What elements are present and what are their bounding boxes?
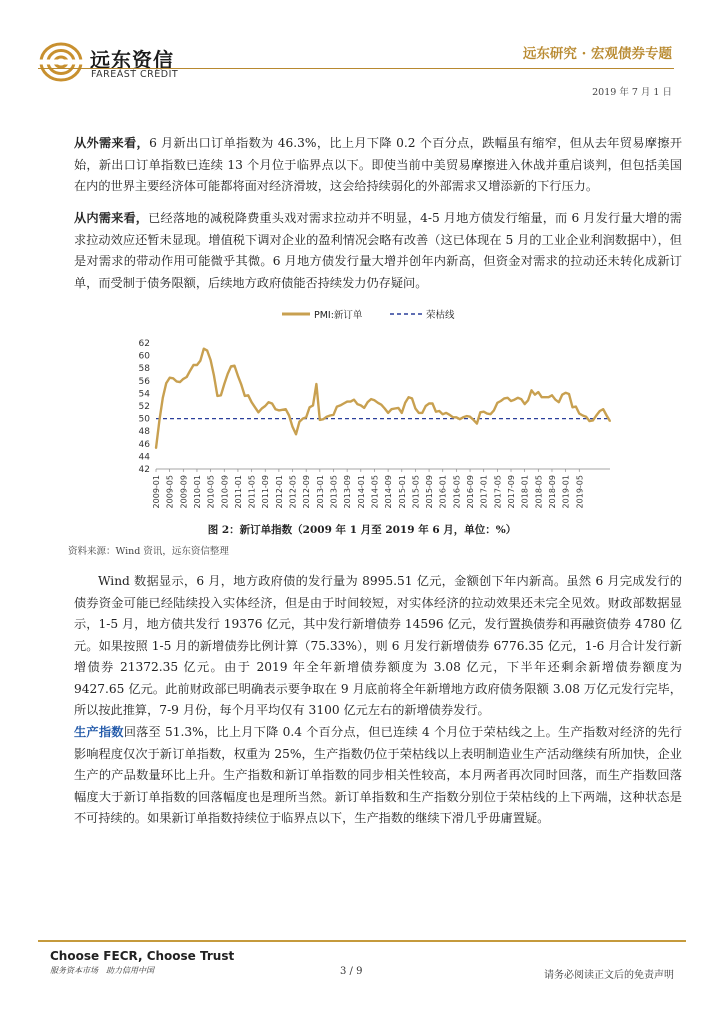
data-point	[462, 416, 464, 418]
data-point	[401, 412, 403, 414]
report-series-title: 远东研究 · 宏观债券专题	[522, 46, 672, 62]
data-point	[486, 413, 488, 415]
data-point	[227, 373, 229, 375]
data-point	[452, 416, 454, 418]
page-number: 3 / 9	[340, 966, 363, 977]
legend-label-boom-bust-line: 荣枯线	[426, 310, 455, 321]
paragraph-lead-production: 生产指数	[74, 725, 124, 739]
x-tick-label: 2019-05	[575, 475, 585, 509]
data-point	[438, 410, 440, 412]
x-tick-label: 2016-05	[452, 475, 462, 509]
data-point	[520, 398, 522, 400]
data-point	[363, 407, 365, 409]
fareast-logo-icon	[38, 40, 84, 84]
data-point	[326, 416, 328, 418]
paragraph-external-demand	[74, 133, 682, 198]
data-point	[500, 400, 502, 402]
data-point	[592, 420, 594, 422]
company-logo	[38, 40, 208, 84]
paragraph-lead: 从内需来看，	[74, 211, 149, 225]
data-point	[312, 405, 314, 407]
data-point	[585, 416, 587, 418]
data-point	[555, 399, 557, 401]
data-point	[240, 384, 242, 386]
x-tick-label: 2017-01	[479, 475, 489, 509]
data-point	[541, 396, 543, 398]
data-point	[343, 403, 345, 405]
x-tick-label: 2017-05	[493, 475, 503, 509]
data-point	[503, 398, 505, 400]
y-tick-label: 54	[138, 389, 150, 400]
logo-english-name: FAREAST CREDIT	[91, 69, 179, 80]
data-point	[350, 401, 352, 403]
data-point	[223, 383, 225, 385]
report-date: 2019 年 7 月 1 日	[592, 87, 672, 98]
data-point	[394, 408, 396, 410]
x-tick-label: 2011-01	[233, 475, 243, 509]
data-point	[217, 395, 219, 397]
x-tick-label: 2016-01	[438, 475, 448, 509]
data-point	[445, 412, 447, 414]
paragraph-lead: 从外需来看，	[74, 136, 150, 150]
data-point	[435, 411, 437, 413]
y-tick-label: 52	[138, 402, 150, 412]
data-point	[210, 359, 212, 361]
x-tick-label: 2010-01	[192, 475, 202, 509]
y-tick-label: 50	[138, 414, 150, 425]
x-tick-label: 2019-01	[561, 475, 571, 509]
x-tick-label: 2015-01	[397, 475, 407, 509]
x-tick-label: 2018-01	[520, 475, 530, 509]
data-point	[172, 377, 174, 379]
data-point	[391, 408, 393, 410]
x-tick-label: 2018-05	[534, 475, 544, 509]
data-point	[186, 376, 188, 378]
x-tick-label: 2009-09	[179, 475, 189, 509]
data-point	[220, 394, 222, 396]
data-point	[159, 420, 161, 422]
data-point	[278, 410, 280, 412]
y-tick-label: 42	[138, 465, 150, 475]
data-point	[456, 416, 458, 418]
x-tick-label: 2018-09	[547, 475, 557, 509]
y-tick-label: 62	[138, 339, 150, 349]
data-point	[339, 405, 341, 407]
data-point	[302, 418, 304, 420]
data-point	[377, 402, 379, 404]
x-tick-label: 2009-01	[152, 475, 161, 509]
x-tick-label: 2013-09	[343, 475, 353, 509]
data-point	[329, 415, 331, 417]
data-point	[476, 423, 478, 425]
data-point	[551, 394, 553, 396]
logo-chinese-name: 远东资信	[90, 48, 174, 72]
y-tick-label: 44	[138, 452, 150, 463]
data-point	[558, 401, 560, 403]
data-point	[589, 420, 591, 422]
data-point	[459, 418, 461, 420]
data-point	[425, 405, 427, 407]
x-tick-label: 2009-05	[165, 475, 175, 509]
data-point	[544, 396, 546, 398]
x-tick-label: 2010-05	[206, 475, 216, 509]
footer-brand-slogan: Choose FECR, Choose Trust	[50, 949, 235, 963]
data-point	[432, 403, 434, 405]
data-point	[206, 350, 208, 352]
data-point	[247, 394, 249, 396]
data-point	[322, 418, 324, 420]
data-point	[179, 381, 181, 383]
data-point	[264, 405, 266, 407]
figure-source: 资料来源：Wind 资讯，远东资信整理	[68, 546, 229, 557]
data-point	[582, 415, 584, 417]
data-point	[169, 377, 171, 379]
data-point	[271, 403, 273, 405]
data-point	[203, 348, 205, 350]
data-point	[295, 433, 297, 435]
data-point	[244, 395, 246, 397]
footer-disclaimer: 请务必阅读正文后的免责声明	[544, 970, 674, 981]
data-point	[288, 415, 290, 417]
x-tick-label: 2014-01	[356, 475, 366, 509]
data-point	[285, 408, 287, 410]
data-point	[387, 412, 389, 414]
x-tick-label: 2015-09	[425, 475, 435, 509]
y-tick-label: 58	[138, 364, 150, 375]
data-point	[182, 378, 184, 380]
paragraph-text: 已经落地的减税降费重头戏对需求拉动并不明显，4-5 月地方债发行缩量，而 6 月发行量大增的需求拉动效应还暂未显现。增值税下调对企业的盈利情况会略有改善（这已体现在 5 月的工业企业利润数据中），但是对需求的带动作用可能微乎其微。6 月地方债发行量大增并创年内新高，但资金对需求的拉动还未转化成新订单，而受制于债务限额，后续地方政府债能否持续发力仍存疑问。	[74, 211, 682, 290]
data-point	[336, 406, 338, 408]
data-point	[565, 392, 567, 394]
data-point	[527, 399, 529, 401]
x-tick-label: 2011-05	[247, 475, 257, 509]
data-point	[237, 375, 239, 377]
data-point	[531, 389, 533, 391]
data-point	[309, 406, 311, 408]
data-point	[357, 403, 359, 405]
y-tick-label: 48	[138, 427, 150, 438]
footer-tagline: 服务资本市场 助力信用中国	[50, 966, 154, 975]
data-point	[602, 408, 604, 410]
data-point	[490, 413, 492, 415]
data-point	[346, 401, 348, 403]
footer-divider	[38, 940, 686, 942]
data-point	[384, 408, 386, 410]
data-point	[234, 365, 236, 367]
data-point	[292, 426, 294, 428]
data-point	[261, 408, 263, 410]
data-point	[497, 402, 499, 404]
data-point	[578, 413, 580, 415]
data-point	[305, 416, 307, 418]
data-point	[189, 370, 191, 372]
data-point	[466, 415, 468, 417]
data-point	[213, 375, 215, 377]
legend-label-new-orders: PMI:新订单	[314, 310, 363, 321]
paragraph-production-index	[74, 722, 682, 830]
data-point	[473, 419, 475, 421]
data-point	[479, 411, 481, 413]
data-point	[367, 401, 369, 403]
data-point	[275, 408, 277, 410]
paragraph-domestic-demand	[74, 208, 682, 294]
data-point	[333, 414, 335, 416]
data-point	[418, 412, 420, 414]
data-point	[517, 397, 519, 399]
data-point	[370, 398, 372, 400]
paragraph-local-government-bonds	[74, 571, 682, 722]
data-point	[514, 399, 516, 401]
x-tick-label: 2011-09	[261, 475, 271, 509]
data-point	[537, 391, 539, 393]
data-point	[268, 401, 270, 403]
x-tick-label: 2012-05	[288, 475, 298, 509]
data-point	[251, 401, 253, 403]
y-axis	[139, 339, 151, 475]
data-point	[155, 447, 157, 449]
header-divider	[38, 68, 674, 69]
new-orders-chart	[130, 305, 650, 523]
data-point	[281, 409, 283, 411]
data-point	[230, 365, 232, 367]
data-point	[483, 411, 485, 413]
x-tick-label: 2015-05	[411, 475, 421, 509]
data-point	[176, 381, 178, 383]
x-tick-label: 2017-09	[507, 475, 517, 509]
data-point	[442, 413, 444, 415]
data-point	[507, 397, 509, 399]
data-point	[493, 410, 495, 412]
data-point	[374, 399, 376, 401]
x-tick-label: 2016-09	[466, 475, 476, 509]
data-point	[421, 412, 423, 414]
data-point	[428, 403, 430, 405]
data-point	[380, 404, 382, 406]
data-point	[200, 360, 202, 362]
data-point	[606, 415, 608, 417]
data-point	[165, 382, 167, 384]
data-point	[561, 394, 563, 396]
data-point	[595, 415, 597, 417]
x-tick-label: 2010-09	[220, 475, 230, 509]
data-point	[319, 419, 321, 421]
x-axis	[152, 469, 584, 508]
data-point	[534, 394, 536, 396]
paragraph-text: Wind 数据显示，6 月，地方政府债的发行量为 8995.51 亿元，金额创下年内新高。虽然 6 月完成发行的债券资金可能已经陆续投入实体经济，但是由于时间较短，对实体经济的拉动效果还未完全见效。财政部数据显示，1-5 月，地方债共发行 19376 亿元，其中发行新增债券 14596 亿元，发行置换债券和再融资债券 4780 亿元。如果按照 1-5 月的新增债券比例计算（75.33%），则 6 月发行新增债券 6776.35 亿元，1-6 月合计发行新增债券 21372.35 亿元。由于 2019 年全年新增债券额度为 3.08 亿元，下半年还剩余新增债券额度为 9427.65 亿元。此前财政部已明确表示要争取在 9 月底前将全年新增地方政府债务限额 3.08 万亿元发行完毕，所以按此推算，7-9 月份，每个月平均仅有 3100 亿元左右的新增债券发行。	[74, 574, 682, 717]
data-point	[360, 405, 362, 407]
data-point	[510, 400, 512, 402]
y-tick-label: 60	[138, 351, 150, 362]
data-point	[398, 407, 400, 409]
data-point	[196, 364, 198, 366]
data-point	[575, 406, 577, 408]
data-point	[404, 402, 406, 404]
chart-legend	[282, 309, 455, 321]
data-point	[548, 396, 550, 398]
paragraph-text: 6 月新出口订单指数为 46.3%，比上月下降 0.2 个百分点，跌幅虽有缩窄，但从去年贸易摩擦开始，新出口订单指数已连续 13 个月位于临界点以下。即使当前中美贸易摩擦进入休战并重启谈判，但包括美国在内的世界主要经济体可能都将面对经济滑坡，这会给持续弱化的外部需求又增添新的下行压力。	[74, 136, 683, 193]
y-tick-label: 56	[138, 376, 150, 387]
data-point	[572, 406, 574, 408]
x-tick-label: 2012-09	[302, 475, 312, 509]
data-point	[599, 410, 601, 412]
data-point	[524, 403, 526, 405]
data-point	[609, 420, 611, 422]
data-point	[316, 383, 318, 385]
y-tick-label: 46	[138, 439, 150, 450]
data-point	[162, 397, 164, 399]
x-tick-label: 2012-01	[274, 475, 284, 509]
x-tick-label: 2014-05	[370, 475, 380, 509]
new-orders-series-line	[156, 349, 610, 449]
x-tick-label: 2013-05	[329, 475, 339, 509]
data-point	[254, 406, 256, 408]
data-point	[299, 421, 301, 423]
data-point	[258, 411, 260, 413]
data-point	[449, 414, 451, 416]
paragraph-text: 回落至 51.3%，比上月下降 0.4 个百分点，但已连续 4 个月位于荣枯线之上。生产指数对经济的先行影响程度仅次于新订单指数，权重为 25%，生产指数仍位于荣枯线以上表明制造业生产活动继续有所加快，企业生产的产品数量环比上升。生产指数和新订单指数的同步相关性较高，本月两者再次同时回落，而生产指数回落幅度大于新订单指数的回落幅度也是理所当然。新订单指数和生产指数分别位于荣枯线的上下两端，这种状态是不可持续的。如果新订单指数持续位于临界点以下，生产指数的继续下滑几乎毋庸置疑。	[74, 725, 682, 825]
figure-caption: 图 2：新订单指数（2009 年 1 月至 2019 年 6 月，单位：%）	[207, 524, 517, 536]
x-tick-label: 2013-01	[315, 475, 325, 509]
data-point	[568, 393, 570, 395]
data-point	[415, 408, 417, 410]
data-point	[469, 416, 471, 418]
data-point	[193, 364, 195, 366]
x-tick-label: 2014-09	[384, 475, 394, 509]
data-point	[411, 398, 413, 400]
data-point	[353, 399, 355, 401]
new-orders-points	[155, 348, 611, 449]
data-point	[408, 396, 410, 398]
